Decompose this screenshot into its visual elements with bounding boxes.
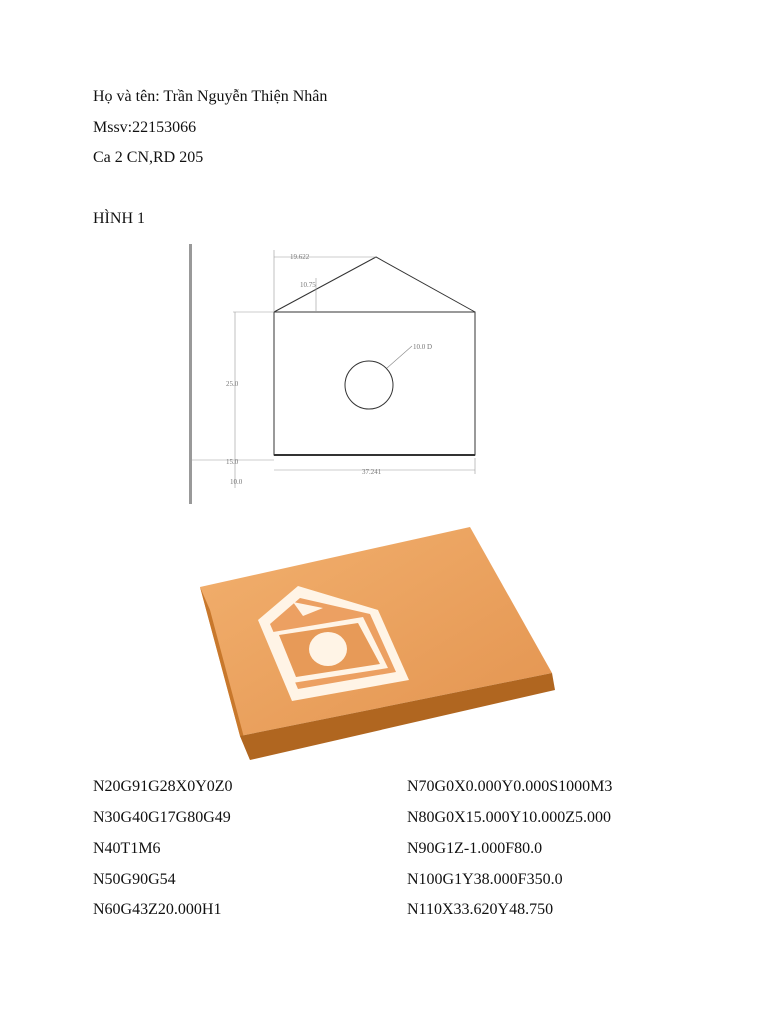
- class-info: Ca 2 CN,RD 205: [93, 149, 204, 166]
- gcode-line: N60G43Z20.000H1: [93, 901, 222, 918]
- dim-roof-height: 10.75: [300, 281, 316, 289]
- axis-line: [189, 244, 192, 504]
- dim-offset-y: 10.0: [230, 478, 243, 486]
- section-title: HÌNH 1: [93, 210, 145, 227]
- gcode-line: N80G0X15.000Y10.000Z5.000: [407, 809, 611, 826]
- gcode-line: N20G91G28X0Y0Z0: [93, 778, 233, 795]
- hole-circle: [345, 361, 393, 409]
- student-name: Họ và tên: Trần Nguyễn Thiện Nhân: [93, 88, 328, 105]
- student-id: Mssv:22153066: [93, 119, 197, 136]
- house-body: [274, 312, 475, 455]
- dim-top-width: 19.622: [290, 253, 310, 261]
- gcode-line: N30G40G17G80G49: [93, 809, 231, 826]
- dim-hole: 10.0 D: [413, 343, 433, 351]
- gcode-line: N70G0X0.000Y0.000S1000M3: [407, 778, 613, 795]
- wood-block-render: [190, 520, 560, 765]
- engraved-hole: [309, 632, 347, 666]
- gcode-line: N110X33.620Y48.750: [407, 901, 554, 918]
- dim-width: 37.241: [362, 468, 382, 476]
- gcode-line: N90G1Z-1.000F80.0: [407, 840, 543, 857]
- gcode-line: N100G1Y38.000F350.0: [407, 871, 563, 888]
- dim-height: 25.0: [226, 380, 239, 388]
- gcode-line: N40T1M6: [93, 840, 161, 857]
- technical-drawing: [180, 238, 490, 508]
- gcode-line: N50G90G54: [93, 871, 176, 888]
- dim-offset-x: 15.0: [226, 458, 239, 466]
